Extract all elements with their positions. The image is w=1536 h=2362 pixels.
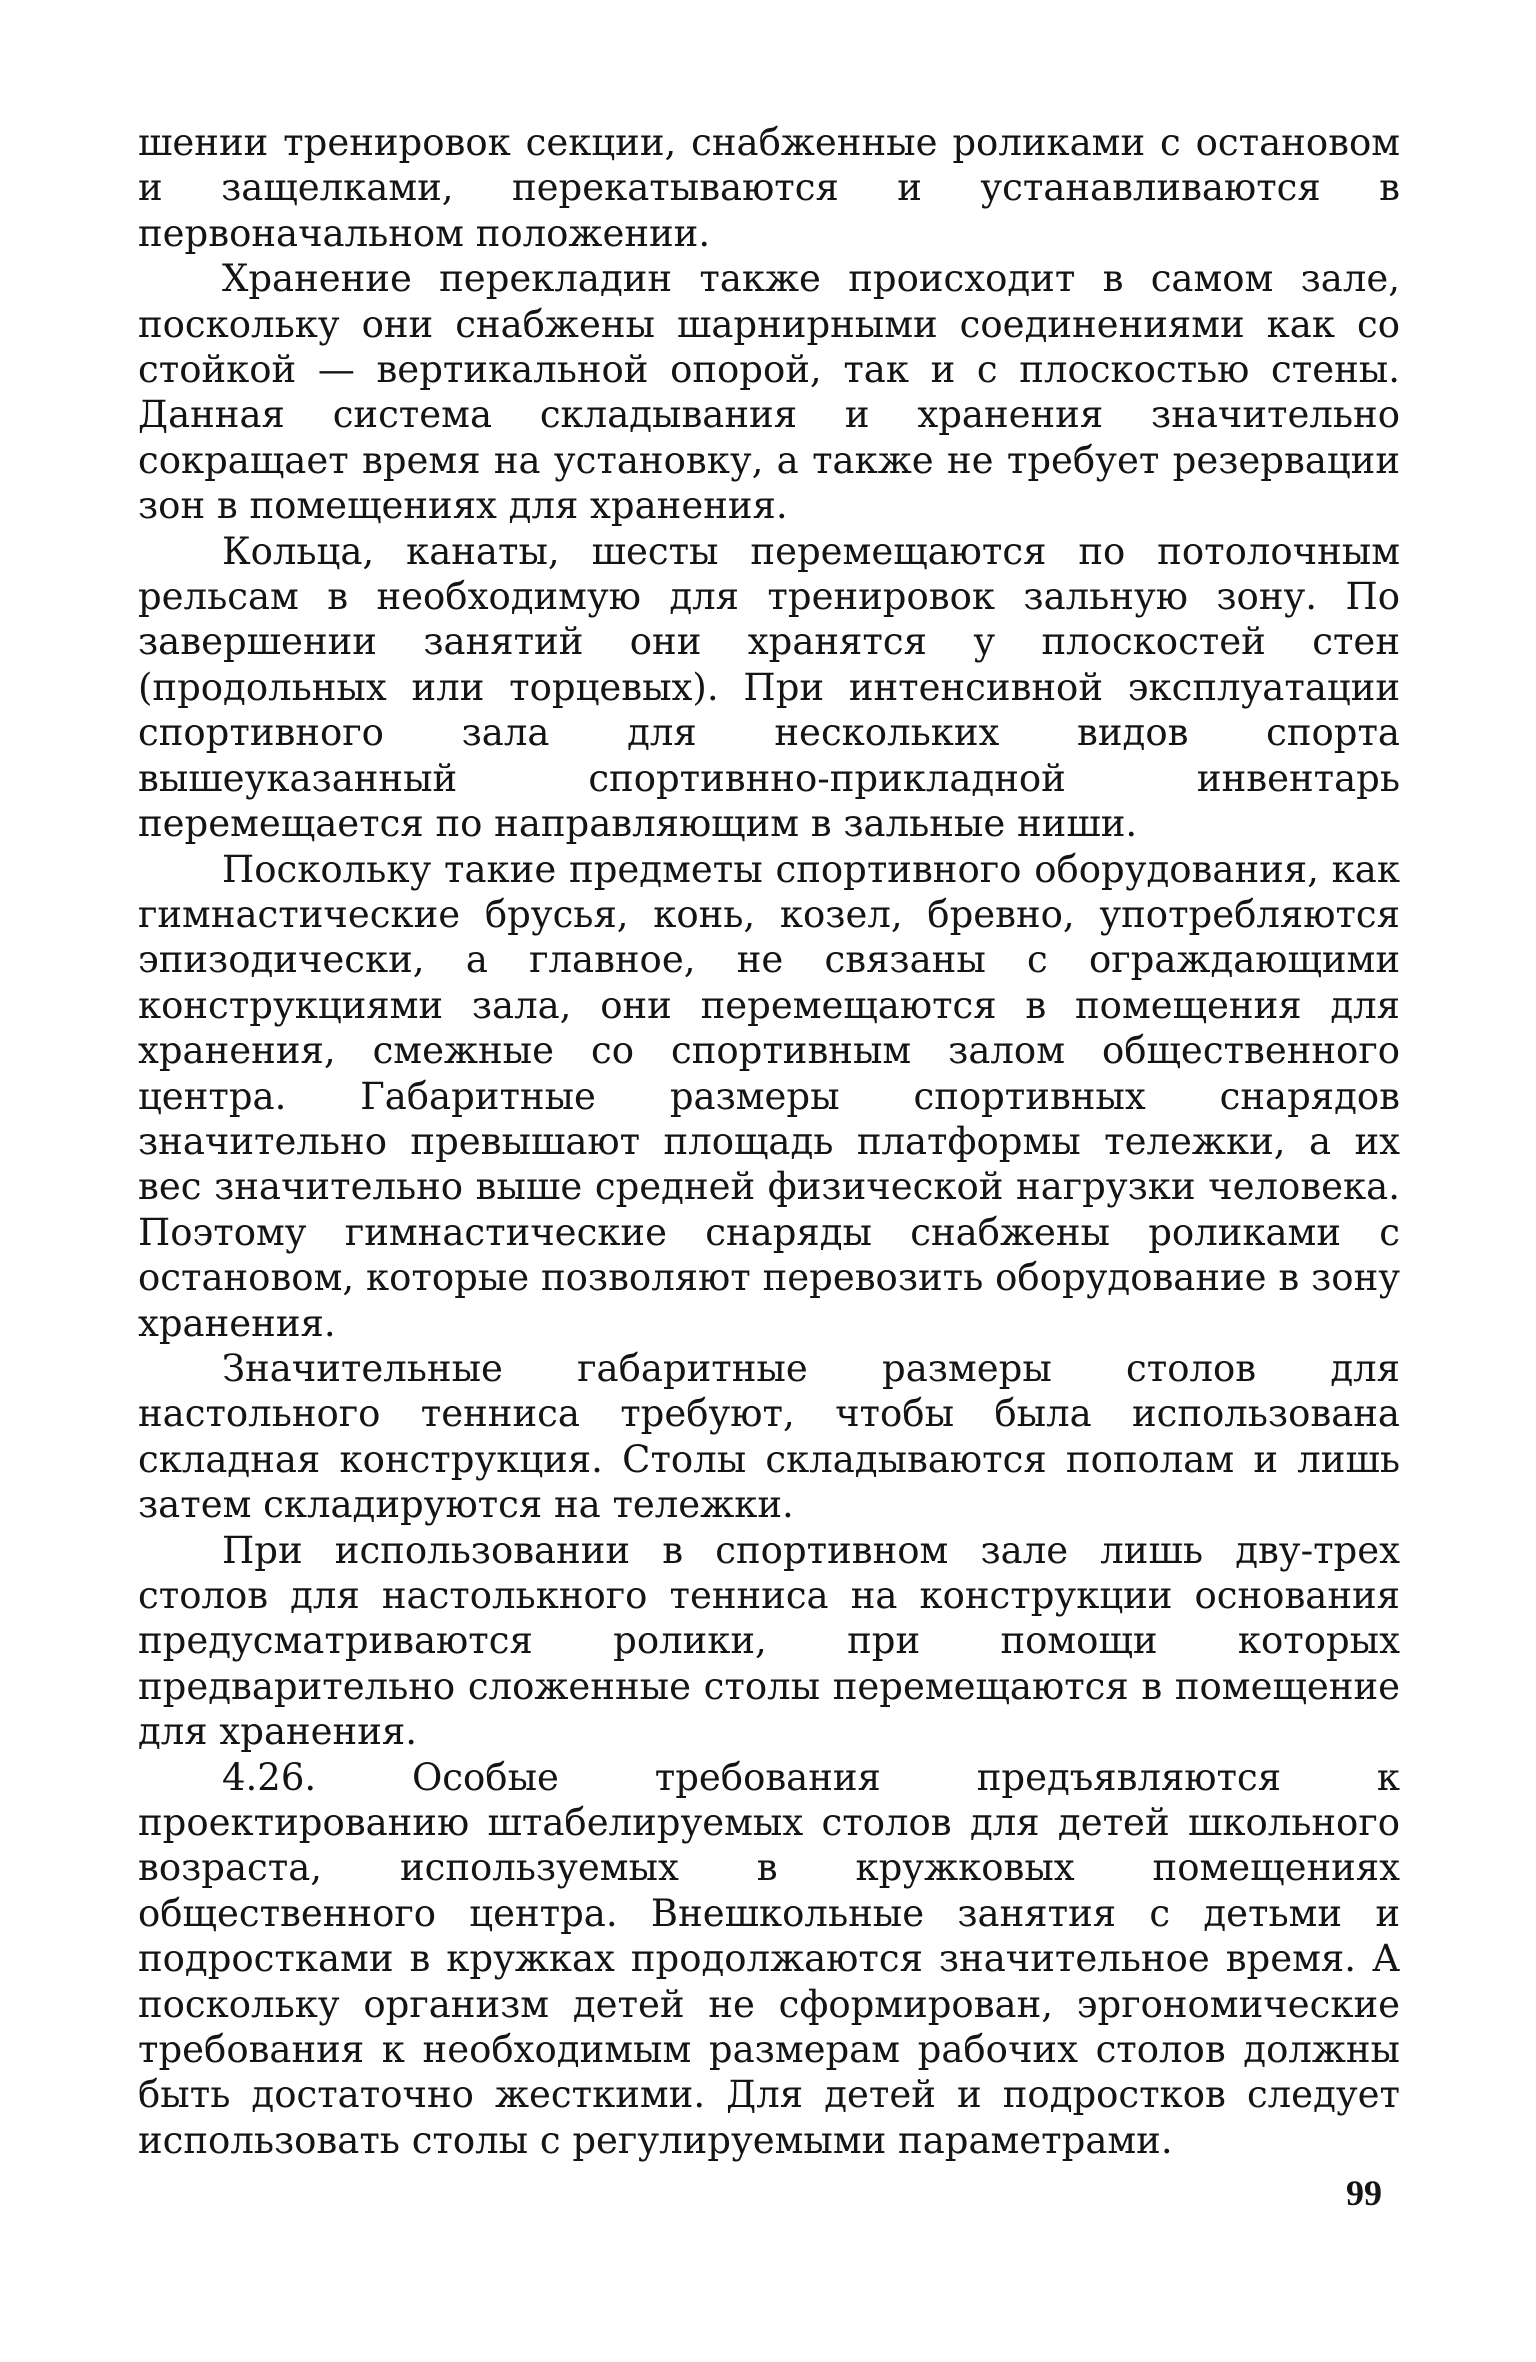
paragraph-rings-ropes: Кольца, канаты, шесты перемещаются по потолочным рельсам в необходимую для тренировок зальную зону. По завершении занятий они хранятся у плоскостей стен (продольных или торцевых). При интенсивной эксплуатации спортивного зала для нескольких видов спорта вышеуказанный спортивнно-прикладной инвентарь перемещается по направляющим в зальные ниши. — [138, 529, 1400, 846]
paragraph-table-tennis: Значительные габаритные размеры столов для настольного тенниса требуют, чтобы была использована складная конструкция. Столы складываются пополам и лишь затем складируются на тележки. — [138, 1346, 1400, 1527]
paragraph-continuation: шении тренировок секции, снабженные роликами с остановом и защелками, перекатываются и устанавливаются в первоначальном положении. — [138, 121, 1400, 255]
page-body — [138, 120, 1400, 2163]
paragraph-gymnastic-equipment: Поскольку такие предметы спортивного оборудования, как гимнастические брусья, конь, козел, бревно, употребляются эпизодически, а главное, не связаны с ограждающими конструкциями зала, они перемещаются в помещения для хранения, смежные со спортивным залом общественного центра. Габаритные размеры спортивных снарядов значительно превышают площадь платформы тележки, а их вес значительно выше средней физической нагрузки человека. Поэтому гимнастические снаряды снабжены роликами с остановом, которые позволяют перевозить оборудование в зону хранения. — [138, 847, 1400, 1345]
paragraph-crossbar-storage: Хранение перекладин также происходит в самом зале, поскольку они снабжены шарнирными соединениями как со стойкой — вертикальной опорой, так и с плоскостью стены. Данная система складывания и хранения значительно сокращает время на установку, а также не требует резервации зон в помещениях для хранения. — [138, 257, 1400, 528]
page-number: 99 — [1346, 2173, 1382, 2213]
paragraph-table-rollers: При использовании в спортивном зале лишь дву-трех столов для настолькного тенниса на конструкции основания предусматриваются ролики, при помощи которых предварительно сложенные столы перемещаются в помещение для хранения. — [138, 1528, 1400, 1754]
paragraph-section-4-26: 4.26. Особые требования предъявляются к проектированию штабелируемых столов для детей школьного возраста, используемых в кружковых помещениях общественного центра. Внешкольные занятия с детьми и подростками в кружках продолжаются значительное время. А поскольку организм детей не сформирован, эргономические требования к необходимым размерам рабочих столов должны быть достаточно жесткими. Для детей и подростков следует использовать столы с регулируемыми параметрами. — [138, 1755, 1400, 2162]
